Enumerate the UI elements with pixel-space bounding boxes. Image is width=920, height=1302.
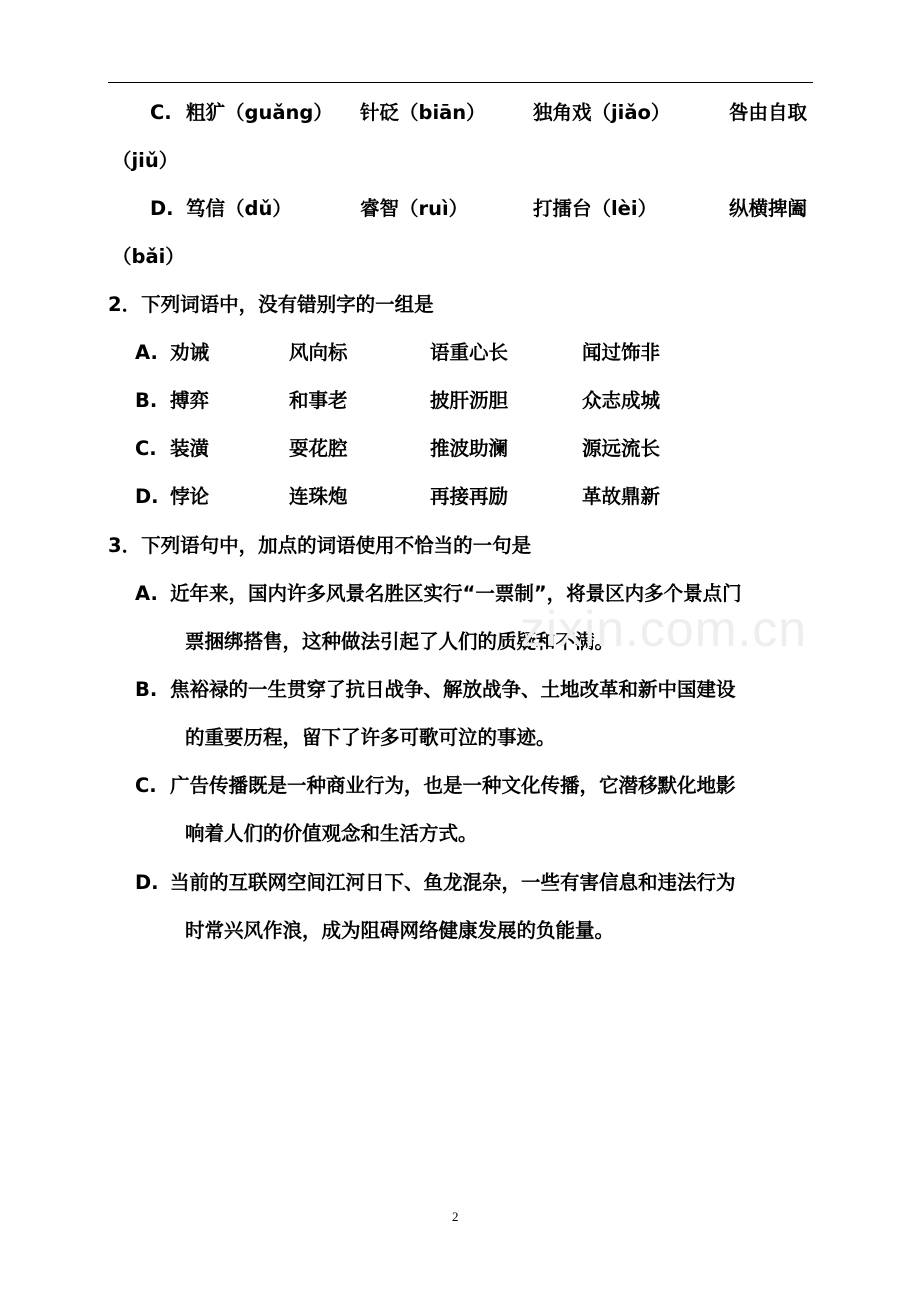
q1-optD-a: 笃信（dǔ） [186, 197, 292, 220]
q3-optC-label: C. [135, 774, 157, 797]
q2-optB-word3: 披肝沥胆 [430, 389, 509, 412]
q1-optC-a: 粗犷（guǎng） [186, 101, 333, 124]
watermark: zixin.com.cn [520, 601, 808, 657]
q1-optC-b: 针砭（biān） [360, 101, 486, 124]
q1-optD-d: 纵横捭阖 [729, 197, 808, 220]
q3-optC-line2: 响着人们的价值观念和生活方式。 [185, 822, 478, 845]
q1-optD-d-cont: （bǎi） [112, 245, 185, 268]
q2-optD-label: D. [135, 485, 159, 508]
q2-optC-label: C. [135, 437, 157, 460]
q2-optB-word1: 搏弈 [170, 389, 210, 412]
q2-optC-word4: 源远流长 [582, 437, 661, 460]
header-rule [108, 82, 813, 83]
q2-optA-word2: 风向标 [289, 341, 348, 364]
q2-optB-label: B. [135, 389, 158, 412]
q2-optD-word1: 悖论 [170, 485, 210, 508]
q3-optB-line1: 焦裕禄的一生贯穿了抗日战争、解放战争、土地改革和新中国建设 [170, 678, 736, 701]
q1-optD-label: D. [150, 197, 174, 220]
q2-optC-word3: 推波助澜 [430, 437, 509, 460]
q3-stem: 3．下列语句中，加点的词语使用不恰当的一句是 [108, 534, 532, 557]
q1-optC-d: 咎由自取 [729, 101, 808, 124]
q1-optC-d-cont: （jiǔ） [112, 149, 179, 172]
page-number: 2 [452, 1209, 459, 1224]
q2-optA-word4: 闻过饰非 [582, 341, 661, 364]
q1-optC-c: 独角戏（jiǎo） [533, 101, 671, 124]
q1-optC-label: C. [150, 101, 172, 124]
q3-optD-line2: 时常兴风作浪，成为阻碍网络健康发展的负能量。 [185, 919, 615, 942]
q3-optC-line1: 广告传播既是一种商业行为，也是一种文化传播，它潜移默化地影 [170, 774, 736, 797]
q2-optB-word4: 众志成城 [582, 389, 661, 412]
q2-optA-word1: 劝诫 [170, 341, 210, 364]
q3-optA-line1: 近年来，国内许多风景名胜区实行“一票制”，将景区内多个景点门 [170, 582, 742, 605]
q2-optA-label: A. [135, 341, 158, 364]
q2-optD-word2: 连珠炮 [289, 485, 348, 508]
q2-optC-word2: 耍花腔 [289, 437, 348, 460]
q2-optA-word3: 语重心长 [430, 341, 509, 364]
q2-stem: 2．下列词语中，没有错别字的一组是 [108, 293, 434, 316]
q3-optB-label: B. [135, 678, 158, 701]
q3-optA-line2: 票捆绑搭售，这种做法引起了人们的质疑和不满。 [185, 630, 615, 653]
q3-optB-line2: 的重要历程，留下了许多可歌可泣的事迹。 [185, 726, 556, 749]
q3-optD-label: D. [135, 871, 159, 894]
q3-optD-line1: 当前的互联网空间江河日下、鱼龙混杂，一些有害信息和违法行为 [170, 871, 736, 894]
q1-optD-c: 打擂台（lèi） [533, 197, 658, 220]
q1-optD-b: 睿智（ruì） [360, 197, 469, 220]
q2-optD-word3: 再接再励 [430, 485, 509, 508]
q2-optD-word4: 革故鼎新 [582, 485, 661, 508]
q3-optA-label: A. [135, 582, 158, 605]
q2-optC-word1: 装潢 [170, 437, 210, 460]
q2-optB-word2: 和事老 [289, 389, 348, 412]
